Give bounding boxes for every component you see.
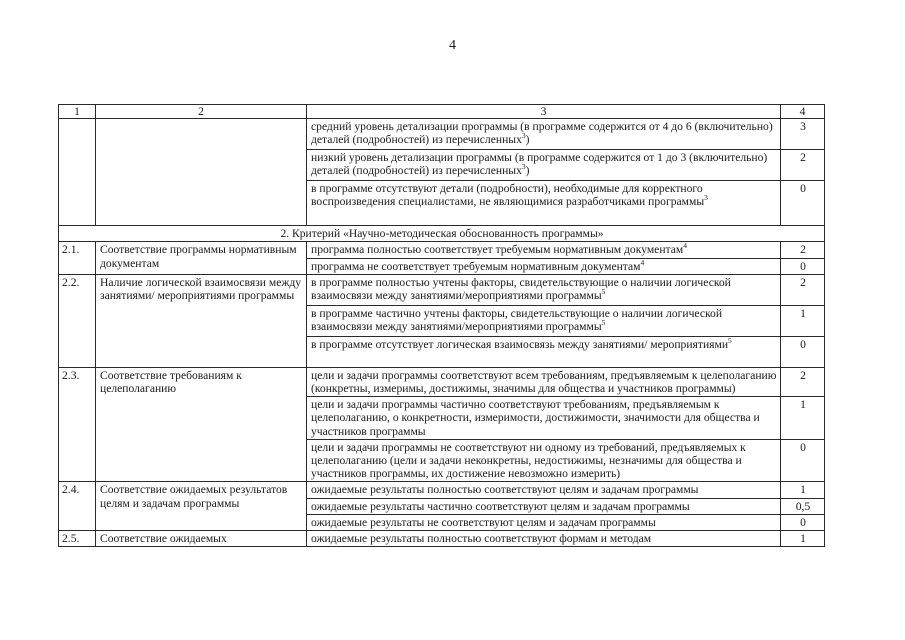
- score-cell: 2: [781, 367, 825, 396]
- header-row: [59, 105, 825, 119]
- criterion-name: Соответствие ожидаемых результатов целям и задачам программы: [96, 482, 307, 531]
- score-cell: 2: [781, 242, 825, 258]
- criterion-text: в программе частично учтены факторы, свидетельствующие о наличии логической взаимосвязи между занятиями/мероприятиями программы$^5$: [307, 305, 781, 336]
- score-cell: 1: [781, 305, 825, 336]
- score-cell: 2: [781, 150, 825, 181]
- criterion-text: программа не соответствует требуемым нормативным документам$^4$: [307, 258, 781, 274]
- criterion-text: в программе отсутствуют детали (подробности), необходимые для корректного воспроизведения специалистами, не являющимися разработчиками программы$^3$: [307, 181, 781, 226]
- criterion-text: средний уровень детализации программы (в программе содержится от 4 до 6 (включительно) деталей (подробностей) из перечисленных$^3$): [307, 119, 781, 150]
- header-col-2: 2: [96, 105, 307, 119]
- criterion-text: ожидаемые результаты полностью соответствуют формам и методам: [307, 531, 781, 547]
- criterion-text: низкий уровень детализации программы (в программе содержится от 1 до 3 (включительно) деталей (подробностей) из перечисленных$^3$): [307, 150, 781, 181]
- table-row: [59, 531, 825, 547]
- score-cell: 1: [781, 482, 825, 498]
- header-col-1: 1: [59, 105, 96, 119]
- criterion-number: 2.3.: [59, 367, 96, 482]
- criterion-number: 2.2.: [59, 274, 96, 367]
- empty-num-cell: [59, 119, 96, 226]
- score-cell: 0: [781, 181, 825, 226]
- page-number: 4: [449, 38, 456, 53]
- criterion-text: в программе полностью учтены факторы, свидетельствующие о наличии логической взаимосвязи между занятиями/мероприятиями программы$^5$: [307, 274, 781, 305]
- table-row: [59, 367, 825, 396]
- score-cell: 0: [781, 439, 825, 482]
- section-row: [59, 226, 825, 242]
- criterion-text: программа полностью соответствует требуемым нормативным документам$^4$: [307, 242, 781, 258]
- score-cell: 3: [781, 119, 825, 150]
- criterion-text: ожидаемые результаты полностью соответствуют целям и задачам программы: [307, 482, 781, 498]
- score-cell: 2: [781, 274, 825, 305]
- score-cell: 0: [781, 514, 825, 530]
- criterion-number: 2.1.: [59, 242, 96, 274]
- criteria-table: [58, 104, 825, 547]
- section-title: 2. Критерий «Научно-методическая обоснованность программы»: [59, 226, 825, 242]
- criterion-text: цели и задачи программы соответствуют всем требованиям, предъявляемым к целеполаганию (конкретны, измеримы, достижимы, значимы для общества и участников программы): [307, 367, 781, 396]
- score-cell: 0,5: [781, 498, 825, 514]
- criterion-text: ожидаемые результаты частично соответствуют целям и задачам программы: [307, 498, 781, 514]
- table-row: [59, 119, 825, 150]
- criterion-name: Соответствие ожидаемых: [96, 531, 307, 547]
- criterion-text: в программе отсутствует логическая взаимосвязь между занятиями/ мероприятиями$^5$: [307, 336, 781, 367]
- table-row: [59, 482, 825, 498]
- criterion-text: ожидаемые результаты не соответствуют целям и задачам программы: [307, 514, 781, 530]
- empty-name-cell: [96, 119, 307, 226]
- header-col-3: 3: [307, 105, 781, 119]
- header-col-4: 4: [781, 105, 825, 119]
- score-cell: 1: [781, 531, 825, 547]
- criterion-name: Наличие логической взаимосвязи между занятиями/ мероприятиями программы: [96, 274, 307, 367]
- criterion-name: Соответствие требованиям к целеполаганию: [96, 367, 307, 482]
- criterion-text: цели и задачи программы не соответствуют ни одному из требований, предъявляемых к целеполаганию (цели и задачи неконкретны, недостижимы, незначимы для общества и участников программы, их достижение невозможно измерить): [307, 439, 781, 482]
- criterion-name: Соответствие программы нормативным документам: [96, 242, 307, 274]
- table-row: [59, 274, 825, 305]
- criterion-text: цели и задачи программы частично соответствуют требованиям, предъявляемым к целеполаганию, о конкретности, измеримости, достижимости, значимости для общества и участников программы: [307, 397, 781, 440]
- score-cell: 1: [781, 397, 825, 440]
- score-cell: 0: [781, 336, 825, 367]
- criterion-number: 2.4.: [59, 482, 96, 531]
- criterion-number: 2.5.: [59, 531, 96, 547]
- score-cell: 0: [781, 258, 825, 274]
- table-row: [59, 242, 825, 258]
